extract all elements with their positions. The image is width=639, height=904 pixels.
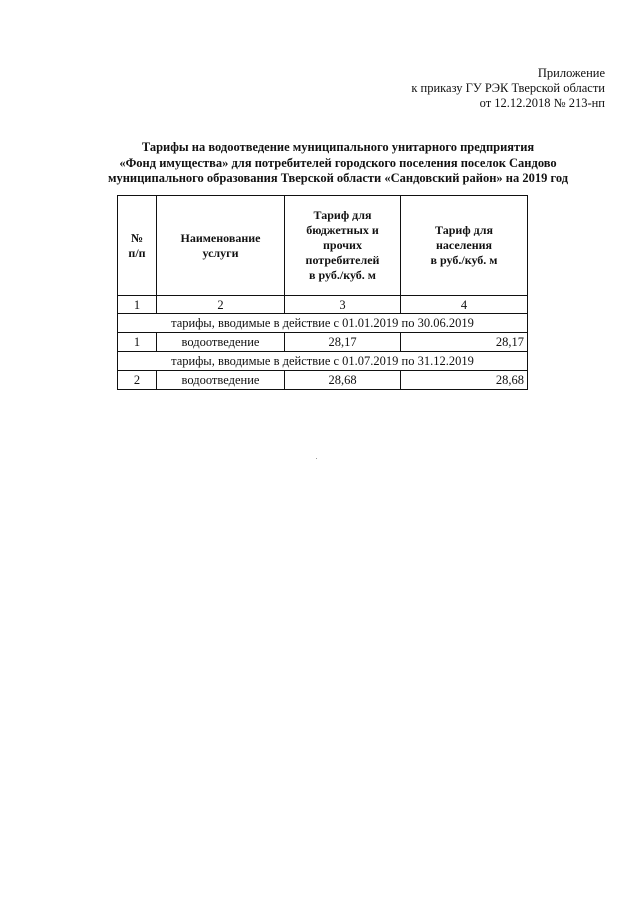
header-number-line1: № xyxy=(130,230,144,245)
column-number-1: 1 xyxy=(118,296,157,314)
row-service: водоотведение xyxy=(157,371,285,390)
column-number-row xyxy=(118,296,528,314)
header-budget-line1: Тариф для xyxy=(313,208,372,222)
row-budget-tariff: 28,68 xyxy=(285,371,401,390)
table-row xyxy=(118,371,528,390)
row-number: 1 xyxy=(118,333,157,352)
header-service-name xyxy=(157,196,285,296)
row-service: водоотведение xyxy=(157,333,285,352)
title-line-3: муниципального образования Тверской области «Сандовский район» на 2019 год xyxy=(107,171,569,185)
header-budget-tariff xyxy=(285,196,401,296)
header-population-line3: в руб./куб. м xyxy=(430,253,498,267)
period-label-1: тарифы, вводимые в действие с 01.01.2019 по 30.06.2019 xyxy=(118,314,528,333)
header-budget-line3: прочих xyxy=(323,238,362,252)
header-service-line1: Наименование xyxy=(180,230,261,245)
appendix-date: от 12.12.2018 № 213-нп xyxy=(479,96,605,110)
column-number-2: 2 xyxy=(157,296,285,314)
row-population-tariff: 28,17 xyxy=(401,333,528,352)
appendix-reference xyxy=(411,66,605,111)
document-title xyxy=(88,140,588,187)
header-service-line2: услуги xyxy=(202,245,239,260)
header-population-line1: Тариф для xyxy=(435,223,493,237)
header-budget-line4: потребителей xyxy=(305,253,380,267)
row-population-tariff: 28,68 xyxy=(401,371,528,390)
table-row xyxy=(118,333,528,352)
header-population-tariff xyxy=(401,196,528,296)
scan-speck xyxy=(316,458,317,459)
header-number-line2: п/п xyxy=(128,245,146,260)
period-label-2: тарифы, вводимые в действие с 01.07.2019 по 31.12.2019 xyxy=(118,352,528,371)
column-number-4: 4 xyxy=(401,296,528,314)
period-row-2 xyxy=(118,352,528,371)
row-budget-tariff: 28,17 xyxy=(285,333,401,352)
header-population-line2: населения xyxy=(435,238,493,252)
column-number-3: 3 xyxy=(285,296,401,314)
table-header-row xyxy=(118,196,528,296)
header-budget-line5: в руб./куб. м xyxy=(309,268,376,282)
appendix-order: к приказу ГУ РЭК Тверской области xyxy=(411,81,605,95)
title-line-1: Тарифы на водоотведение муниципального унитарного предприятия xyxy=(141,140,535,154)
period-row-1 xyxy=(118,314,528,333)
title-line-2: «Фонд имущества» для потребителей городского поселения поселок Сандово xyxy=(119,155,557,170)
appendix-label: Приложение xyxy=(537,66,605,80)
row-number: 2 xyxy=(118,371,157,390)
header-budget-line2: бюджетных и xyxy=(306,223,379,237)
tariff-table xyxy=(117,195,528,390)
header-number xyxy=(118,196,157,296)
